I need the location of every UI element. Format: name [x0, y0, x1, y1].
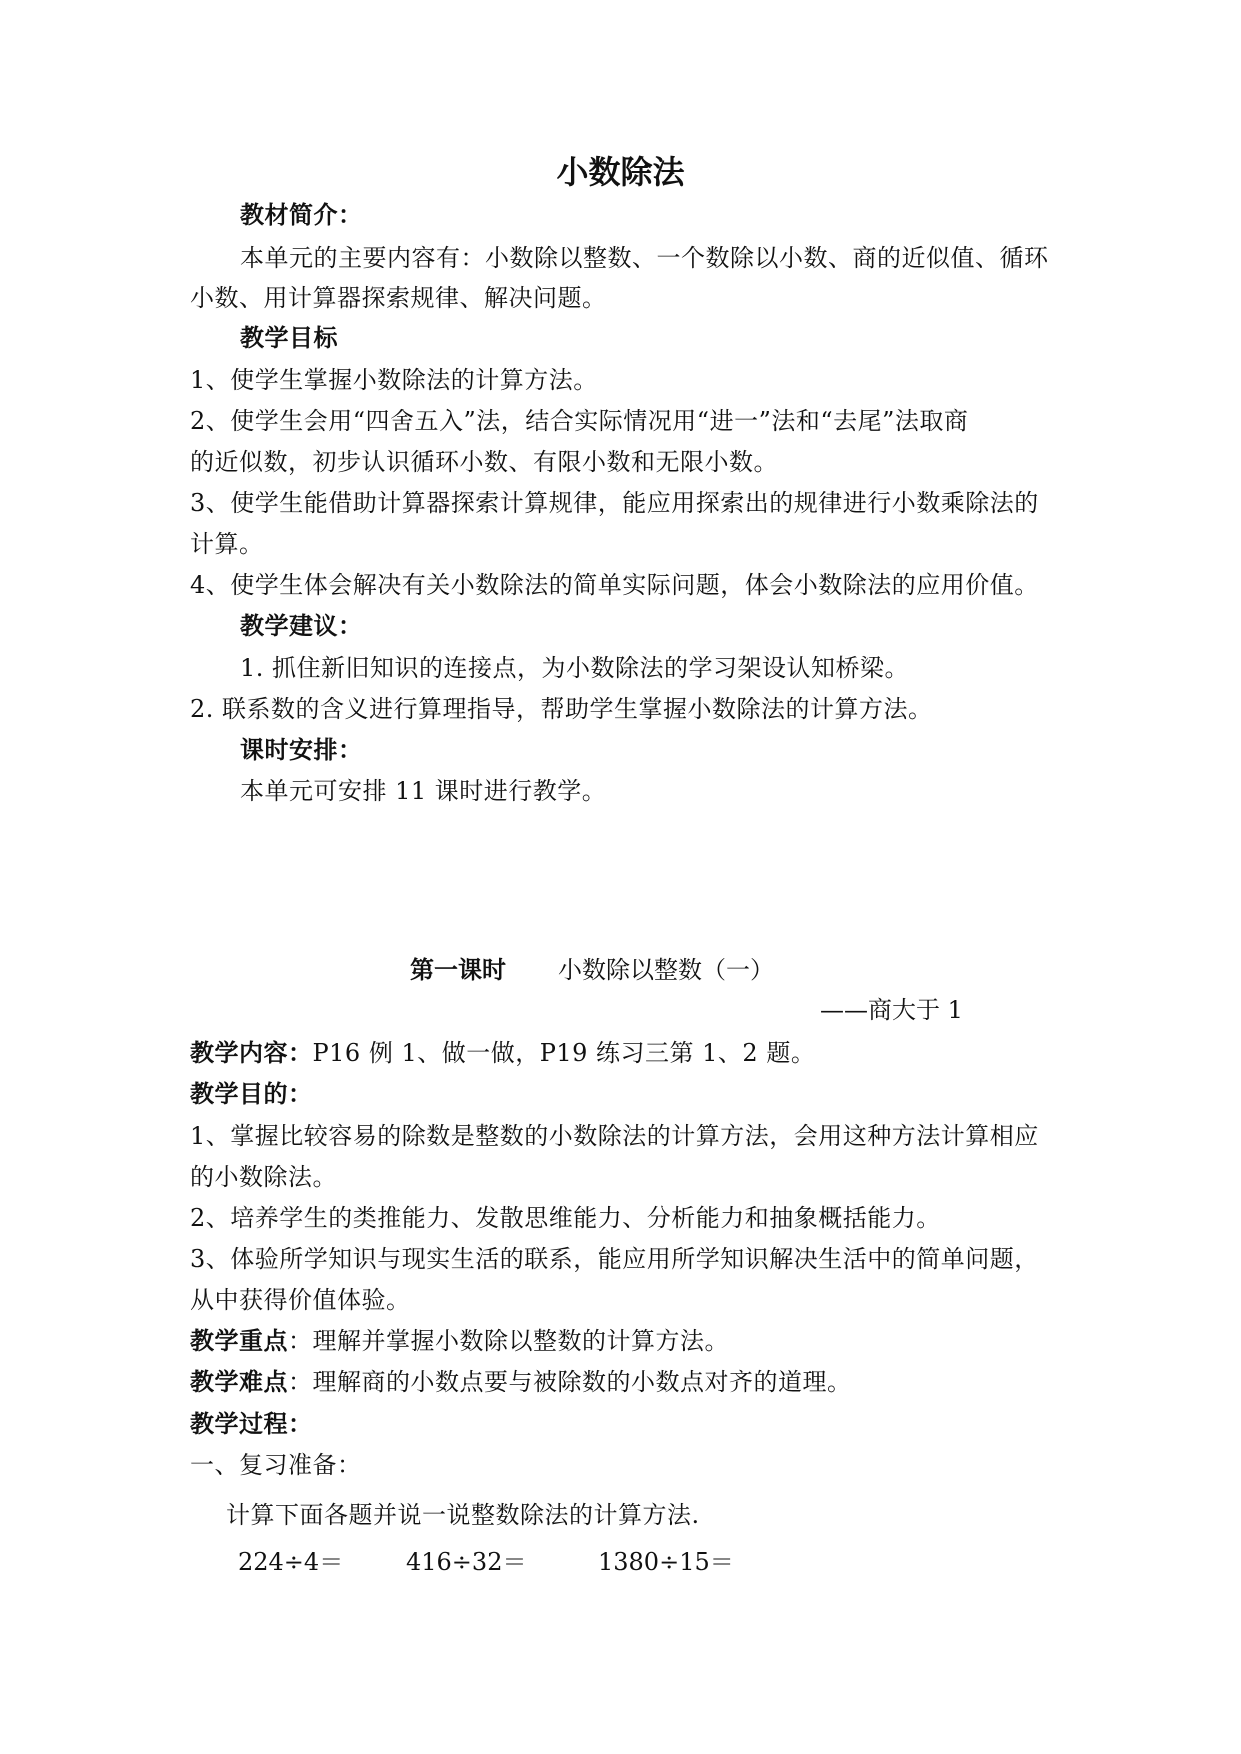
process-step-1: 一、复习准备：	[190, 1451, 362, 1479]
objective-1: 1、使学生掌握小数除法的计算方法。	[190, 366, 598, 394]
objective-2-line-1: 2、使学生会用“四舍五入”法，结合实际情况用“进一”法和“去尾”法取商	[190, 407, 969, 435]
intro-line-1: 本单元的主要内容有：小数除以整数、一个数除以小数、商的近似值、循环	[240, 244, 1049, 272]
equation-2: 416÷32＝	[406, 1548, 527, 1576]
lesson-key-point	[190, 1326, 1070, 1356]
lesson-1-header	[410, 955, 774, 985]
schedule-text: 本单元可安排 11 课时进行教学。	[240, 777, 607, 805]
suggestions-heading: 教学建议：	[240, 612, 363, 640]
lesson-1-title: 小数除以整数（一）	[558, 956, 774, 984]
objective-4: 4、使学生体会解决有关小数除法的简单实际问题，体会小数除法的应用价值。	[190, 571, 1039, 599]
key-point-text: ：理解并掌握小数除以整数的计算方法。	[288, 1327, 729, 1355]
lesson-difficulty	[190, 1367, 1070, 1397]
difficulty-text: ：理解商的小数点要与被除数的小数点对齐的道理。	[288, 1368, 852, 1396]
objective-2-line-2: 的近似数，初步认识循环小数、有限小数和无限小数。	[190, 448, 778, 476]
schedule-heading: 课时安排：	[240, 736, 363, 764]
intro-heading: 教材简介：	[240, 201, 363, 229]
process-step-1-text: 计算下面各题并说一说整数除法的计算方法.	[226, 1501, 700, 1529]
equation-3: 1380÷15＝	[598, 1548, 734, 1576]
process-heading: 教学过程：	[190, 1410, 313, 1438]
intro-line-2: 小数、用计算器探索规律、解决问题。	[190, 284, 607, 312]
document-title: 小数除法	[556, 153, 685, 191]
objective-3-line-1: 3、使学生能借助计算器探索计算规律，能应用探索出的规律进行小数乘除法的	[190, 489, 1039, 517]
difficulty-label: 教学难点	[190, 1368, 288, 1396]
lesson-aim-2: 2、培养学生的类推能力、发散思维能力、分析能力和抽象概括能力。	[190, 1204, 941, 1232]
lesson-content-label: 教学内容：	[190, 1039, 313, 1067]
objective-3-line-2: 计算。	[190, 530, 264, 558]
lesson-aim-1-line-2: 的小数除法。	[190, 1163, 337, 1191]
lesson-content	[190, 1038, 1070, 1068]
key-point-label: 教学重点	[190, 1327, 288, 1355]
suggestion-2: 2. 联系数的含义进行算理指导，帮助学生掌握小数除法的计算方法。	[190, 695, 933, 723]
lesson-aims-heading: 教学目的：	[190, 1080, 313, 1108]
lesson-content-text: P16 例 1、做一做，P19 练习三第 1、2 题。	[312, 1039, 816, 1067]
lesson-aim-3-line-2: 从中获得价值体验。	[190, 1286, 411, 1314]
lesson-1-subtitle: ——商大于 1	[820, 996, 963, 1024]
lesson-1-label: 第一课时	[410, 956, 506, 984]
suggestion-1: 1. 抓住新旧知识的连接点，为小数除法的学习架设认知桥梁。	[240, 654, 910, 682]
equation-1: 224÷4＝	[238, 1548, 344, 1576]
lesson-aim-3-line-1: 3、体验所学知识与现实生活的联系，能应用所学知识解决生活中的简单问题，	[190, 1245, 1039, 1273]
objectives-heading: 教学目标	[240, 324, 338, 352]
lesson-aim-1-line-1: 1、掌握比较容易的除数是整数的小数除法的计算方法，会用这种方法计算相应	[190, 1122, 1039, 1150]
